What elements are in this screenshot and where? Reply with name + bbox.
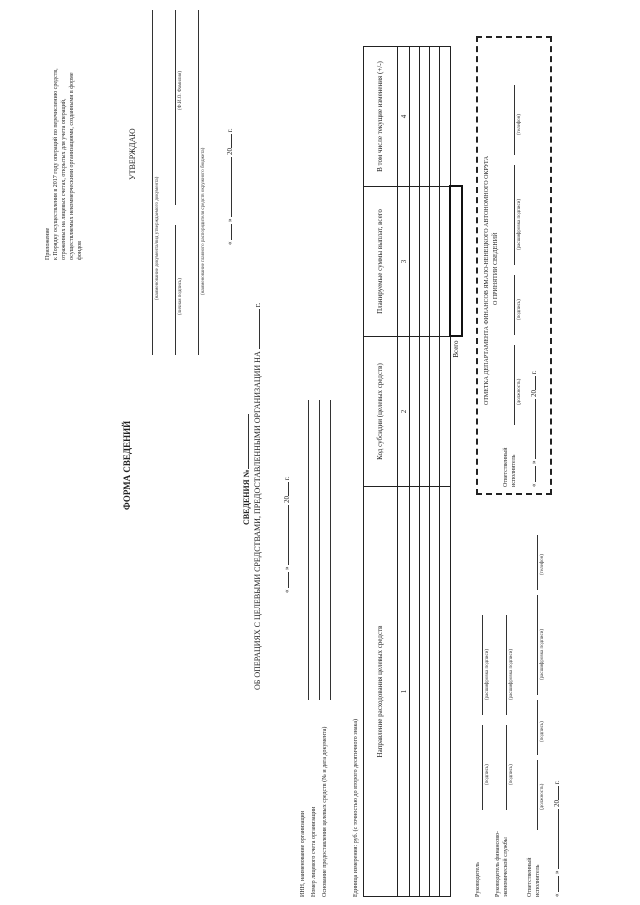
approval-signature-line	[175, 225, 176, 355]
exec-position-line	[537, 760, 538, 830]
date-quote-close: »	[530, 460, 538, 464]
date-quote-open: «	[553, 893, 561, 897]
total-cell	[450, 187, 462, 337]
col-number: 3	[398, 187, 410, 337]
doc-title-text: ОБ ОПЕРАЦИЯХ С ЦЕЛЕВЫМИ СРЕДСТВАМИ, ПРЕДОСТАВЛЕННЫМИ ОРГАНИЗАЦИИ НА	[253, 351, 262, 690]
date-quote-open: «	[226, 241, 234, 245]
date-year: 20	[283, 496, 291, 503]
head-label: Руководитель	[475, 862, 481, 897]
table-number-row	[398, 47, 410, 897]
exec-label-2: исполнитель	[535, 864, 541, 897]
mark-caption-phone: (телефон)	[517, 114, 522, 135]
caption-decoded: (расшифровка подписи)	[540, 628, 545, 680]
mark-decoded-line	[514, 165, 515, 265]
field-basis-label: Основание предоставления целевых средств (№ и дата документа)	[322, 726, 328, 897]
exec-signature-line	[537, 700, 538, 755]
caption-position: (должность)	[540, 783, 545, 810]
approval-document-line	[152, 10, 153, 355]
field-basis-line	[330, 400, 331, 700]
date-year: 20	[226, 148, 234, 155]
approval-name-line	[175, 10, 176, 205]
approval-date	[226, 128, 234, 245]
field-inn-label: ИНН, наименование организации	[300, 811, 306, 897]
date-quote-close: »	[553, 870, 561, 874]
operations-table	[363, 46, 463, 897]
signatures-date	[553, 780, 561, 897]
caption-signature: (подпись)	[485, 764, 490, 785]
table-row	[430, 47, 440, 897]
fin-label-1: Руководитель финансово-	[495, 831, 501, 897]
caption-decoded: (расшифровка подписи)	[485, 648, 490, 700]
doc-date	[283, 476, 291, 593]
header-current-changes: В том числе текущие изменения (+/-)	[364, 47, 398, 187]
appendix-line: к Порядку осуществления в 2017 году операций по перечислению средств,	[53, 68, 59, 260]
col-number: 2	[398, 337, 410, 487]
form-title: ФОРМА СВЕДЕНИЙ	[122, 420, 132, 510]
date-suffix: г.	[553, 780, 561, 785]
appendix-line: фондов	[77, 241, 83, 260]
approval-caption-manager: (наименование главного распорядителя средств окружного бюджета)	[201, 147, 206, 295]
table-row	[420, 47, 430, 897]
date-quote-close: »	[283, 566, 291, 570]
caption-signature: (подпись)	[509, 764, 514, 785]
mark-position-line	[514, 345, 515, 425]
mark-caption-position: (должность)	[517, 378, 522, 405]
fin-label-2: экономической службы	[503, 837, 509, 897]
date-quote-open: «	[283, 589, 291, 593]
date-quote-close: »	[226, 218, 234, 222]
col-number: 4	[398, 47, 410, 187]
col-number: 1	[398, 487, 410, 897]
caption-decoded: (расшифровка подписи)	[509, 648, 514, 700]
date-suffix: г.	[226, 128, 234, 133]
doc-title-line1	[242, 414, 251, 525]
field-account-label: Номер лицевого счета организации	[311, 806, 317, 897]
approval-caption-signature: (личная подпись)	[178, 278, 183, 315]
approval-caption-name: (Ф.И.О. Фамилия)	[178, 71, 183, 110]
mark-caption-decoded: (расшифровка подписи)	[517, 198, 522, 250]
total-label: Всего	[452, 340, 461, 358]
fin-signature-line	[506, 725, 507, 810]
mark-exec-label-1: Ответственный	[503, 447, 509, 487]
mark-date	[530, 370, 538, 487]
doc-title-line2	[253, 303, 262, 690]
doc-title-suffix: г.	[253, 302, 262, 308]
header-planned-sum: Планируемые суммы выплат, всего	[364, 187, 398, 337]
mark-caption-signature: (подпись)	[517, 299, 522, 320]
approval-manager-line	[198, 10, 199, 355]
table-header-row	[364, 47, 398, 897]
caption-signature: (подпись)	[540, 721, 545, 742]
doc-title-number-label: СВЕДЕНИЯ №	[242, 469, 251, 525]
mark-signature-line	[514, 275, 515, 335]
date-year: 20	[530, 390, 538, 397]
head-decoded-line	[482, 615, 483, 715]
header-direction: Направление расходования целевых средств	[364, 487, 398, 897]
mark-title-2: О ПРИНЯТИИ СВЕДЕНИЙ	[493, 232, 499, 305]
date-suffix: г.	[530, 370, 538, 375]
head-signature-line	[482, 725, 483, 810]
approval-caption-document: (наименование документа/вид утверждаемого документа)	[155, 176, 160, 300]
table-total-row	[450, 47, 462, 897]
caption-phone: (телефон)	[540, 554, 545, 575]
exec-decoded-line	[537, 595, 538, 695]
date-year: 20	[553, 800, 561, 807]
field-account-line	[319, 400, 320, 700]
table-row	[410, 47, 420, 897]
appendix-line: отраженных на лицевых счетах, открытых для учета операций,	[61, 98, 67, 260]
mark-phone-line	[514, 85, 515, 155]
table-row	[440, 47, 451, 897]
unit-label: Единица измерения: руб. (с точностью до второго десятичного знака)	[353, 719, 359, 897]
header-subsidy-code: Код субсидии (целевых средств)	[364, 337, 398, 487]
approval-title: УТВЕРЖДАЮ	[128, 128, 137, 180]
mark-title-1: ОТМЕТКА ДЕПАРТАМЕНТА ФИНАНСОВ ЯМАЛО-НЕНЕЦКОГО АВТОНОМНОГО ОКРУГА	[484, 155, 490, 405]
appendix-line: Приложение	[45, 227, 51, 260]
fin-decoded-line	[506, 615, 507, 715]
field-inn-line	[308, 400, 309, 700]
date-quote-open: «	[530, 483, 538, 487]
exec-label-1: Ответственный	[527, 857, 533, 897]
mark-exec-label-2: исполнитель	[511, 454, 517, 487]
appendix-line: осуществляемых некоммерческими организациями, созданными в форме	[69, 72, 75, 260]
exec-phone-line	[537, 535, 538, 590]
date-suffix: г.	[283, 476, 291, 481]
